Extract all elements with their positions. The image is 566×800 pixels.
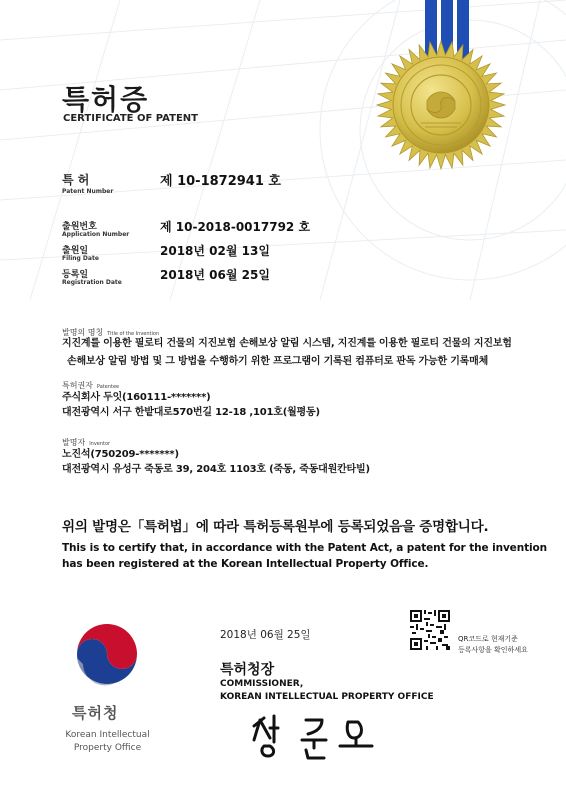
patentee-label-en: Patentee (96, 384, 120, 390)
issue-date: 2018년 06월 25일 (220, 629, 311, 641)
qr-code-icon[interactable] (410, 610, 450, 650)
patent-number-label-en: Patent Number (62, 188, 114, 195)
commissioner-title-en-1: COMMISSIONER, (220, 679, 304, 689)
certificate-title: 특허증 (62, 83, 150, 116)
patent-number-value: 제 10-1872941 호 (160, 174, 281, 189)
inventor-name: 노진석(750209-*******) (62, 449, 179, 460)
inventor-address: 대전광역시 유성구 죽동로 39, 204호 1103호 (죽동, 죽동대원칸타빌) (62, 464, 370, 475)
invention-label-en: Title of the Invention (107, 331, 160, 337)
application-number-value: 제 10-2018-0017792 호 (160, 220, 311, 234)
patentee-name: 주식회사 두잇(160111-*******) (62, 392, 211, 403)
certificate-subtitle: CERTIFICATE OF PATENT (63, 113, 198, 124)
qr-instruction-2: 등록사항을 확인하세요 (458, 646, 528, 654)
inventor-label-en: Inventor (89, 441, 111, 447)
qr-instruction-1: QR코드로 현재기준 (458, 635, 518, 643)
signature-image (248, 710, 388, 762)
certification-statement-en-2: has been registered at the Korean Intellectual Property Office. (62, 558, 429, 570)
invention-label: 발명의 명칭 (62, 328, 104, 337)
registration-date-value: 2018년 06월 25일 (160, 268, 270, 282)
registration-date-label-en: Registration Date (62, 279, 122, 286)
invention-title-line-1: 지진계를 이용한 필로티 건물의 지진보험 손해보상 알림 시스템, 지진계를 이용한 필로티 건물의 지진보험 (62, 338, 512, 349)
office-name-en-1: Korean Intellectual (65, 730, 150, 740)
commissioner-title-en-2: KOREAN INTELLECTUAL PROPERTY OFFICE (220, 692, 434, 702)
invention-title-line-2: 손해보상 알림 방법 및 그 방법을 수행하기 위한 프로그램이 기록된 컴퓨터로 판독 가능한 기록매체 (67, 356, 489, 367)
certification-statement-en-1: This is to certify that, in accordance with the Patent Act, a patent for the invention (62, 542, 547, 554)
application-number-label-en: Application Number (62, 231, 130, 238)
gold-seal-icon (374, 38, 508, 172)
office-name-en-2: Property Office (73, 743, 142, 753)
patent-number-label: 특 허 (62, 173, 90, 187)
commissioner-title-ko: 특허청장 (220, 662, 275, 678)
registration-date-label: 등록일 (62, 270, 89, 280)
filing-date-label: 출원일 (62, 246, 89, 256)
application-number-label: 출원번호 (62, 222, 97, 232)
taegeuk-logo-icon (75, 622, 139, 686)
patentee-address: 대전광역시 서구 한밭대로570번길 12-18 ,101호(월평동) (62, 407, 320, 418)
office-name-ko: 특허청 (72, 704, 119, 722)
patentee-label: 특허권자 (62, 381, 93, 390)
certification-statement-ko: 위의 발명은「특허법」에 따라 특허등록원부에 등록되었음을 증명합니다. (62, 519, 489, 535)
inventor-label: 발명자 (62, 438, 86, 447)
filing-date-label-en: Filing Date (62, 255, 99, 262)
filing-date-value: 2018년 02월 13일 (160, 244, 270, 258)
